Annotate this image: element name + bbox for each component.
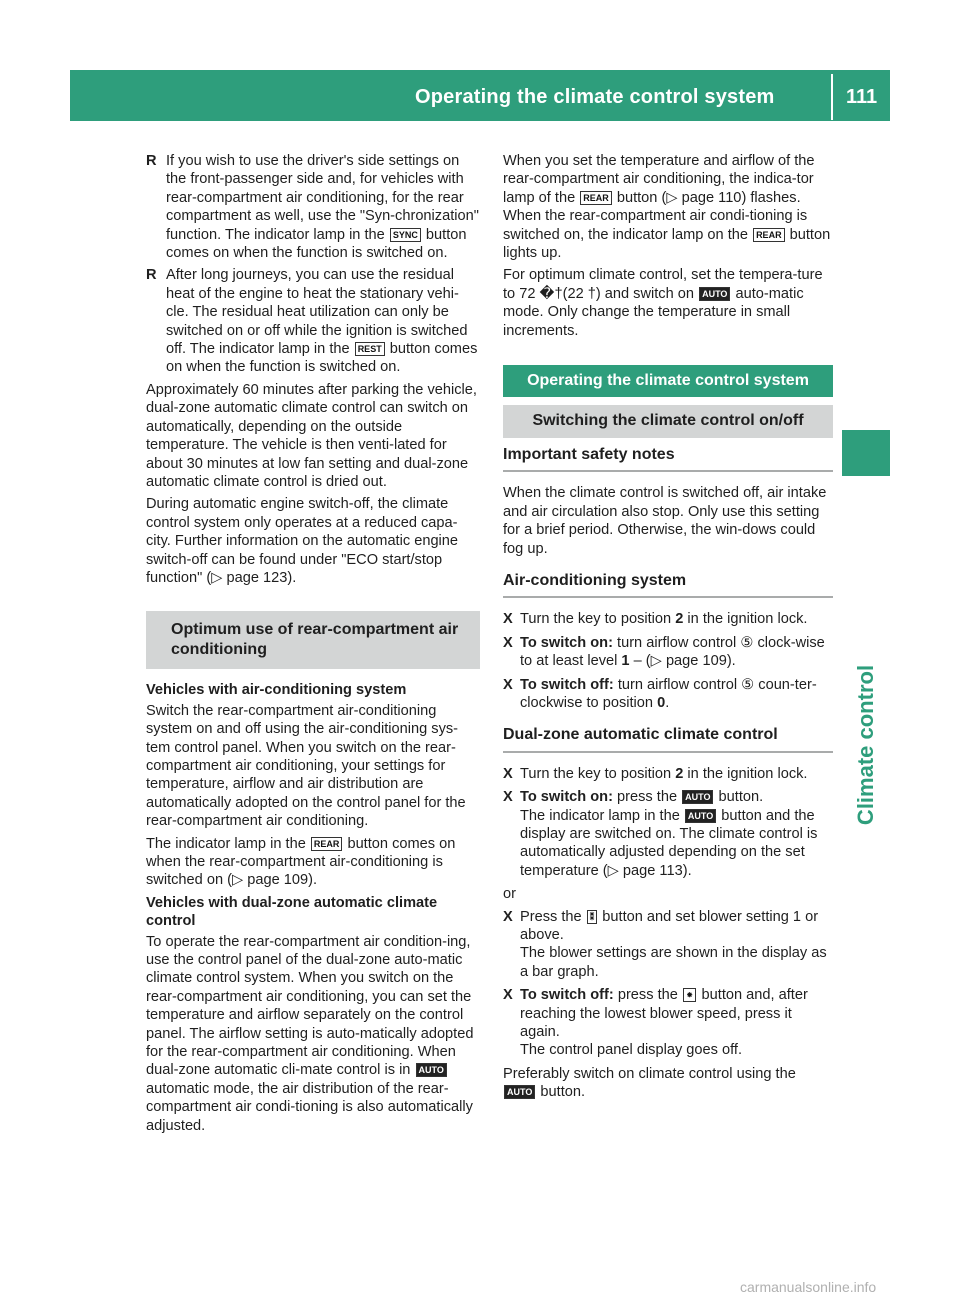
chapter-side-label: Climate control [853,664,878,826]
heading-air-conditioning-system: Air-conditioning system [503,572,833,598]
blower-down-button-icon: ⁕ [683,988,697,1002]
page-reference[interactable]: page 109 [247,872,309,889]
header-divider [831,74,833,120]
instruction-step: X To switch off: press the ⁕ button and, after reaching the lowest blower speed, press it again. The control panel display goes off. [503,987,808,1059]
instruction-step: X Turn the key to position 2 in the ignition lock. [503,765,808,782]
step-mark-icon: X [503,789,513,806]
bullet-item: R After long journeys, you can use the residual heat of the engine to heat the stationary vehi-cle. The residual heat utilization can only be switched on or off while the ignition is switched off. The indicator lamp in the REST button comes on when the function is switched on. [146,267,478,376]
instruction-step: X To switch on: press the AUTO button. The indicator lamp in the AUTO button and the display are switched on. The climate control is automatically adjusted depending on the set temperature (▷ page 113). [503,789,818,879]
step-mark-icon: X [503,987,513,1004]
rear-button-icon: REAR [580,191,612,205]
blower-up-button-icon: ⁑ [587,910,598,924]
sync-button-icon: SYNC [390,228,421,242]
paragraph: When you set the temperature and airflow of the rear-compartment air conditioning, the indica-tor lamp of the REAR button (▷ page 110) flashes. When the rear-compartment air condi-tioning is switched on, the indicator lamp on the REAR button lights up. [503,153,831,262]
bullet-item: R If you wish to use the driver's side settings on the front-passenger side and, for vehicles with rear-compartment air conditioning, for the rear compartment as well, use the "Syn-chronization" function. The indicator lamp in the SYNC button comes on when the function is switched on. [146,153,479,262]
auto-button-icon: AUTO [504,1085,535,1099]
control-number-icon: ⑤ [741,676,755,693]
chapter-tab-marker [842,430,890,476]
auto-button-icon: AUTO [685,809,716,823]
paragraph: For optimum climate control, set the tempera-ture to 72 �†(22 †) and switch on AUTO auto-matic mode. Only change the temperature in small increments. [503,267,823,339]
subheading: Vehicles with air-conditioning system [146,682,407,699]
step-mark-icon: X [503,765,513,782]
paragraph: To operate the rear-compartment air condition-ing, use the control panel of the dual-zone auto-matic climate control system. When you switch on the rear-compartment air conditioning, you can set the temperature and airflow separately on the control panel. The airflow setting is auto-matically adopted for the rear-compartment air conditioning. When dual-zone automatic cli-mate control is in AUTO automatic mode, the air distribution of the rear-compartment air condi-tioning is also automatically adjusted. [146,933,474,1134]
rear-button-icon: REAR [311,837,343,851]
page-ref-arrow-icon: ▷ [650,653,662,670]
paragraph: Preferably switch on climate control using the AUTO button. [503,1065,796,1101]
paragraph: Switch the rear-compartment air-conditioning system on and off using the air-conditioning sys-tem control panel. When you switch on the rear-compartment air conditioning, your settings for temperature, airflow and air distribution are automatically adopted on the control panel for the rear-compartment air conditioning. [146,702,466,830]
paragraph: During automatic engine switch-off, the climate control system only operates at a reduced capa-city. Further information on the automatic engine switch-off can be found under "ECO start/stop function" (▷ page 123). [146,496,459,586]
step-mark-icon: X [503,634,513,651]
auto-button-icon: AUTO [416,1063,447,1077]
page-reference[interactable]: page 110 [681,189,742,206]
step-mark-icon: X [503,676,513,693]
section-heading-box: Optimum use of rear-compartment air conditioning [146,611,480,669]
rest-button-icon: REST [355,342,385,356]
left-column [146,152,480,1139]
page-number: 111 [846,86,878,108]
heading-important-safety-notes: Important safety notes [503,446,833,472]
page-ref-arrow-icon: ▷ [231,872,244,889]
auto-button-icon: AUTO [682,790,713,804]
watermark: carmanualsonline.info [740,1279,877,1295]
paragraph: The indicator lamp in the REAR button comes on when the rear-compartment air-conditioning is switched on (▷ page 109). [146,835,456,889]
page-reference[interactable]: page 123 [226,569,288,586]
page-ref-arrow-icon: ▷ [607,862,619,879]
page-reference[interactable]: page 113 [622,862,683,879]
instruction-step: X Press the ⁑ button and set blower setting 1 or above. The blower settings are shown in the display as a bar graph. [503,908,827,980]
auto-button-icon: AUTO [699,287,730,301]
bullet-mark: R [146,153,157,169]
bullet-mark: R [146,267,157,284]
instruction-step: X Turn the key to position 2 in the ignition lock. [503,611,808,628]
section-heading-bar: Operating the climate control system [503,365,833,397]
instruction-step: X To switch on: turn airflow control ⑤ clock-wise to at least level 1 – (▷ page 109). [503,634,825,670]
right-column [503,152,833,1106]
page-ref-arrow-icon: ▷ [666,189,678,206]
subheading: Vehicles with dual-zone automatic climate control [146,894,438,930]
page-header-title: Operating the climate control system [415,86,775,108]
instruction-step: X To switch off: turn airflow control ⑤ coun-ter-clockwise to position 0. [503,676,817,711]
step-mark-icon: X [503,908,513,925]
heading-dual-zone-climate-control: Dual-zone automatic climate control [503,726,833,752]
control-number-icon: ⑤ [740,634,754,651]
paragraph-or: or [503,886,516,903]
subsection-heading-box: Switching the climate control on/off [503,405,833,437]
paragraph: Approximately 60 minutes after parking the vehicle, dual-zone automatic climate control can switch on automatically, depending on the outside temperature. The vehicle is then venti-lated for about 30 minutes at low fan setting and dual-zone automatic climate control is dried out. [146,381,477,490]
rear-button-icon: REAR [753,228,785,242]
step-mark-icon: X [503,611,513,628]
page-ref-arrow-icon: ▷ [211,569,223,586]
paragraph: When the climate control is switched off, air intake and air circulation also stop. Only use this setting for a brief period. Otherwise, the win-dows could fog up. [503,485,827,557]
page-reference[interactable]: page 109 [665,653,727,670]
